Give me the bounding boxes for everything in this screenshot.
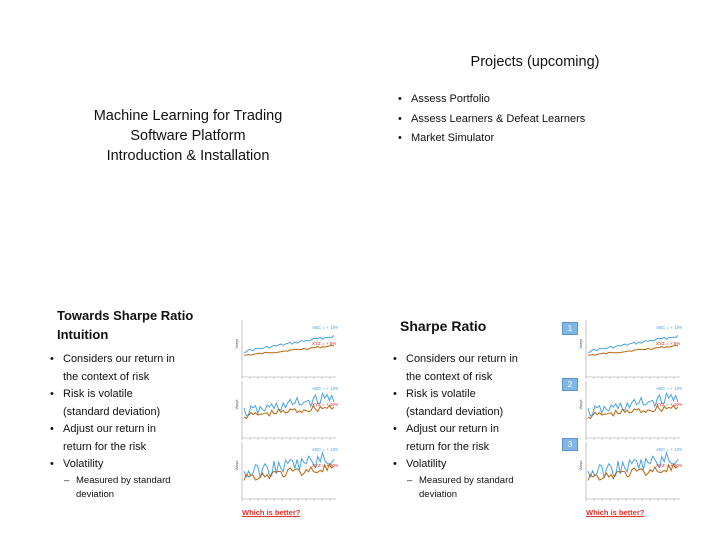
y-axis-label: Ways [578,338,583,349]
bullet: • Adjust our return in return for the risk [50,421,225,456]
bullet: • Risk is volatile (standard deviation) [393,386,568,421]
chart-group-left [228,318,338,523]
abc-return-label: ABC = + 10% [656,325,682,330]
xyz-return-label: XYZ = + 10% [656,402,682,407]
xyz-return-label: XYZ = + 10% [312,402,338,407]
abc-return-label: ABC = + 10% [312,386,338,391]
y-axis-label: Ways [234,338,239,349]
y-axis-label: Ways [578,399,583,410]
y-axis-label: Ways [234,460,239,471]
abc-return-label: ABC = + 13% [312,447,338,452]
chart-number-badge: 2 [562,378,578,391]
mini-chart [234,320,338,379]
xyz-return-label: XYZ = + 5% [312,341,337,346]
chart-group-right [572,318,682,523]
title-line: Intuition [57,327,109,342]
y-axis-label: Ways [578,460,583,471]
project-item: • Assess Learners & Defeat Learners [398,110,585,130]
bullet: • Adjust our return in return for the risk [393,421,568,456]
mini-chart [234,381,338,440]
series-xyz-line [588,345,678,355]
bullet: • Considers our return in the context of risk [393,351,568,386]
bullet: • Considers our return in the context of risk [50,351,225,386]
bullets-right [393,351,568,502]
sharpe-intuition-title [57,306,217,344]
projects-title: Projects (upcoming) [470,54,600,70]
mini-chart [578,442,682,501]
chart-stack [228,318,338,523]
bullet: • Volatility [50,456,225,474]
bullet: • Volatility [393,456,568,474]
which-is-better-label: Which is better? [586,508,645,517]
bullet: • Risk is volatile (standard deviation) [50,386,225,421]
title-line: Towards Sharpe Ratio [57,308,194,323]
project-item: • Market Simulator [398,129,585,149]
title-line-3: Introduction & Installation [106,148,270,164]
abc-return-label: ABC = + 13% [656,447,682,452]
chart-number-badge: 3 [562,438,578,451]
chart-number-badge: 1 [562,322,578,335]
bullets-left [50,351,225,502]
abc-return-label: ABC = + 10% [656,386,682,391]
title-line-1: Machine Learning for Trading [93,108,283,124]
course-title [60,106,316,166]
sub-bullet: – Measured by standard deviation [393,474,568,502]
xyz-return-label: XYZ = + 20% [312,463,338,468]
abc-return-label: ABC = + 10% [312,325,338,330]
series-xyz-line [244,345,334,355]
xyz-return-label: XYZ = + 20% [656,463,682,468]
projects-list [398,90,585,149]
sharpe-ratio-title: Sharpe Ratio [400,318,487,334]
mini-chart [578,320,682,379]
title-line-2: Software Platform [130,128,246,144]
which-is-better-label: Which is better? [242,508,301,517]
mini-chart [578,381,682,440]
mini-chart [234,442,338,501]
y-axis-label: Ways [234,399,239,410]
xyz-return-label: XYZ = + 5% [656,341,681,346]
chart-stack [572,318,682,523]
sub-bullet: – Measured by standard deviation [50,474,225,502]
project-item: • Assess Portfolio [398,90,585,110]
